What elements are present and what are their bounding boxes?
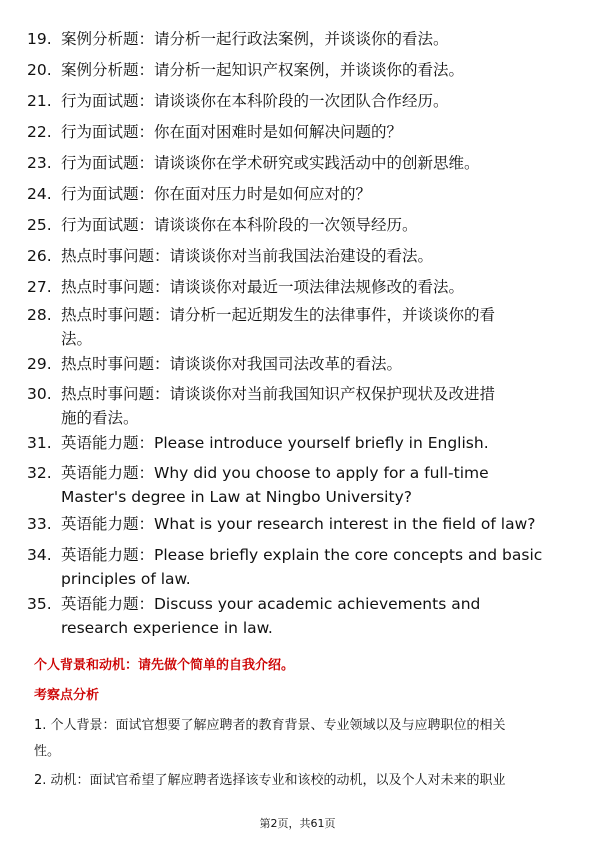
question-item xyxy=(0,59,595,83)
question-text-line: 法。 xyxy=(61,330,93,348)
question-number: 35. xyxy=(27,595,52,613)
question-item xyxy=(0,90,595,114)
question-number: 22. xyxy=(27,123,52,141)
question-item xyxy=(0,544,595,592)
question-item xyxy=(0,462,595,510)
question-text-line: 施的看法。 xyxy=(61,409,139,427)
question-item xyxy=(0,304,595,352)
question-number: 21. xyxy=(27,92,52,110)
question-number: 25. xyxy=(27,216,52,234)
question-number: 28. xyxy=(27,306,52,324)
question-item xyxy=(0,353,595,377)
question-text-line: 行为面试题：你在面对困难时是如何解决问题的？ xyxy=(61,123,403,141)
question-text-line: 热点时事问题：请谈谈你对当前我国知识产权保护现状及改进措 xyxy=(61,385,496,403)
question-number: 33. xyxy=(27,515,52,533)
analysis-paragraph-line: 1. 个人背景：面试官想要了解应聘者的教育背景、专业领域以及与应聘职位的相关 xyxy=(34,718,506,733)
question-item xyxy=(0,593,595,641)
question-text-line: 英语能力题：Please introduce yourself briefly in English. xyxy=(61,434,489,452)
question-item xyxy=(0,432,595,456)
question-text-line: 英语能力题：Why did you choose to apply for a full-time xyxy=(61,464,489,482)
question-number: 34. xyxy=(27,546,52,564)
question-text-line: principles of law. xyxy=(61,570,191,588)
question-item xyxy=(0,28,595,52)
question-item xyxy=(0,214,595,238)
question-text-line: 热点时事问题：请分析一起近期发生的法律事件，并谈谈你的看 xyxy=(61,306,496,324)
question-item xyxy=(0,276,595,300)
question-item xyxy=(0,121,595,145)
question-text-line: 案例分析题：请分析一起行政法案例，并谈谈你的看法。 xyxy=(61,30,449,48)
question-number: 26. xyxy=(27,247,52,265)
question-text-line: 英语能力题：Discuss your academic achievements and xyxy=(61,595,481,613)
question-item xyxy=(0,183,595,207)
question-number: 24. xyxy=(27,185,52,203)
question-number: 20. xyxy=(27,61,52,79)
question-text-line: Master's degree in Law at Ningbo University? xyxy=(61,488,412,506)
question-text-line: 热点时事问题：请谈谈你对我国司法改革的看法。 xyxy=(61,355,403,373)
section-title: 个人背景和动机：请先做个简单的自我介绍。 xyxy=(34,658,295,673)
question-text-line: 英语能力题：Please briefly explain the core concepts and basic xyxy=(61,546,543,564)
analysis-paragraph-line: 2. 动机：面试官希望了解应聘者选择该专业和该校的动机，以及个人对未来的职业 xyxy=(34,773,506,788)
question-number: 32. xyxy=(27,464,52,482)
question-text-line: 案例分析题：请分析一起知识产权案例，并谈谈你的看法。 xyxy=(61,61,465,79)
question-item xyxy=(0,513,595,537)
question-text-line: 热点时事问题：请谈谈你对最近一项法律法规修改的看法。 xyxy=(61,278,465,296)
question-item xyxy=(0,245,595,269)
question-number: 27. xyxy=(27,278,52,296)
question-item xyxy=(0,152,595,176)
question-text-line: 行为面试题：请谈谈你在本科阶段的一次领导经历。 xyxy=(61,216,418,234)
question-text-line: 行为面试题：请谈谈你在本科阶段的一次团队合作经历。 xyxy=(61,92,449,110)
question-number: 19. xyxy=(27,30,52,48)
question-number: 30. xyxy=(27,385,52,403)
question-text-line: 英语能力题：What is your research interest in the field of law? xyxy=(61,515,536,533)
analysis-subtitle: 考察点分析 xyxy=(34,688,100,703)
question-text-line: research experience in law. xyxy=(61,619,273,637)
question-text-line: 行为面试题：你在面对压力时是如何应对的？ xyxy=(61,185,372,203)
question-number: 29. xyxy=(27,355,52,373)
page-footer: 第2页，共61页 xyxy=(259,817,336,830)
question-item xyxy=(0,383,595,431)
question-text-line: 行为面试题：请谈谈你在学术研究或实践活动中的创新思维。 xyxy=(61,154,480,172)
question-number: 23. xyxy=(27,154,52,172)
analysis-paragraph-line: 性。 xyxy=(34,744,61,759)
question-number: 31. xyxy=(27,434,52,452)
question-text-line: 热点时事问题：请谈谈你对当前我国法治建设的看法。 xyxy=(61,247,434,265)
